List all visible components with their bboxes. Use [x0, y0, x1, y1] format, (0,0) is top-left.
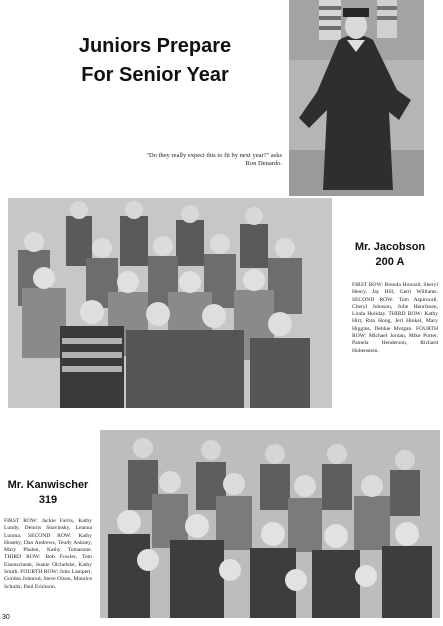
- homeroom-2-heading: [0, 478, 96, 508]
- gown-photo-caption: "Do they really expect this to fit by next year?" asks Ron Denardo.: [146, 152, 282, 167]
- homeroom-2-room: 319: [38, 494, 58, 506]
- homeroom-1-room: 200 A: [375, 256, 405, 268]
- homeroom-2-roster: FIRST ROW: Jackie Farris, Kathy Lundy, Deloris Shavinsky, Leanna Luoma. SECOND ROW: Kathy Huseby, Dan Andrews, Teudy Ankney, Mary Phalen, Kathy Tomasone. THIRD ROW: Bob Fowler, Tom Eisenschenk, Jeanie Olchefske, Kathy Smith. FOURTH ROW: John Lampert, Gordon Johnrud, Steve Olson, Maurice Schultz, Paul Erickson.: [4, 518, 92, 590]
- homeroom-photo-1-image: [8, 198, 332, 408]
- homeroom-photo-1: [8, 198, 332, 408]
- gown-photo: [289, 0, 424, 196]
- homeroom-1-roster: FIRST ROW: Brenda Howard, Sheryl Henry, Jay Hill, Gerri Williams. SECOND ROW: Tom Aspinwall, Cheryl Johnson, Julie Henriksen, Linda Holiday. THIRD ROW: Kathy Hirt, Rita Hong, Jeri Hinkel, Mary Higgins, Debbie Morgan. FOURTH ROW: Michael Jordan, Mike Porter, Pamela Henderson, Richard Hohenstein.: [352, 282, 438, 354]
- homeroom-2-teacher: Mr. Kanwischer: [7, 479, 89, 491]
- headline-line-1: Juniors Prepare: [78, 35, 232, 57]
- headline-line-2: For Senior Year: [81, 64, 229, 86]
- page-headline: [40, 32, 270, 90]
- homeroom-photo-2-image: [100, 430, 440, 618]
- homeroom-1-teacher: Mr. Jacobson: [354, 241, 426, 253]
- homeroom-1-heading: [340, 240, 440, 270]
- page-number: 30: [2, 614, 10, 621]
- gown-photo-image: [289, 0, 424, 196]
- homeroom-photo-2: [100, 430, 440, 618]
